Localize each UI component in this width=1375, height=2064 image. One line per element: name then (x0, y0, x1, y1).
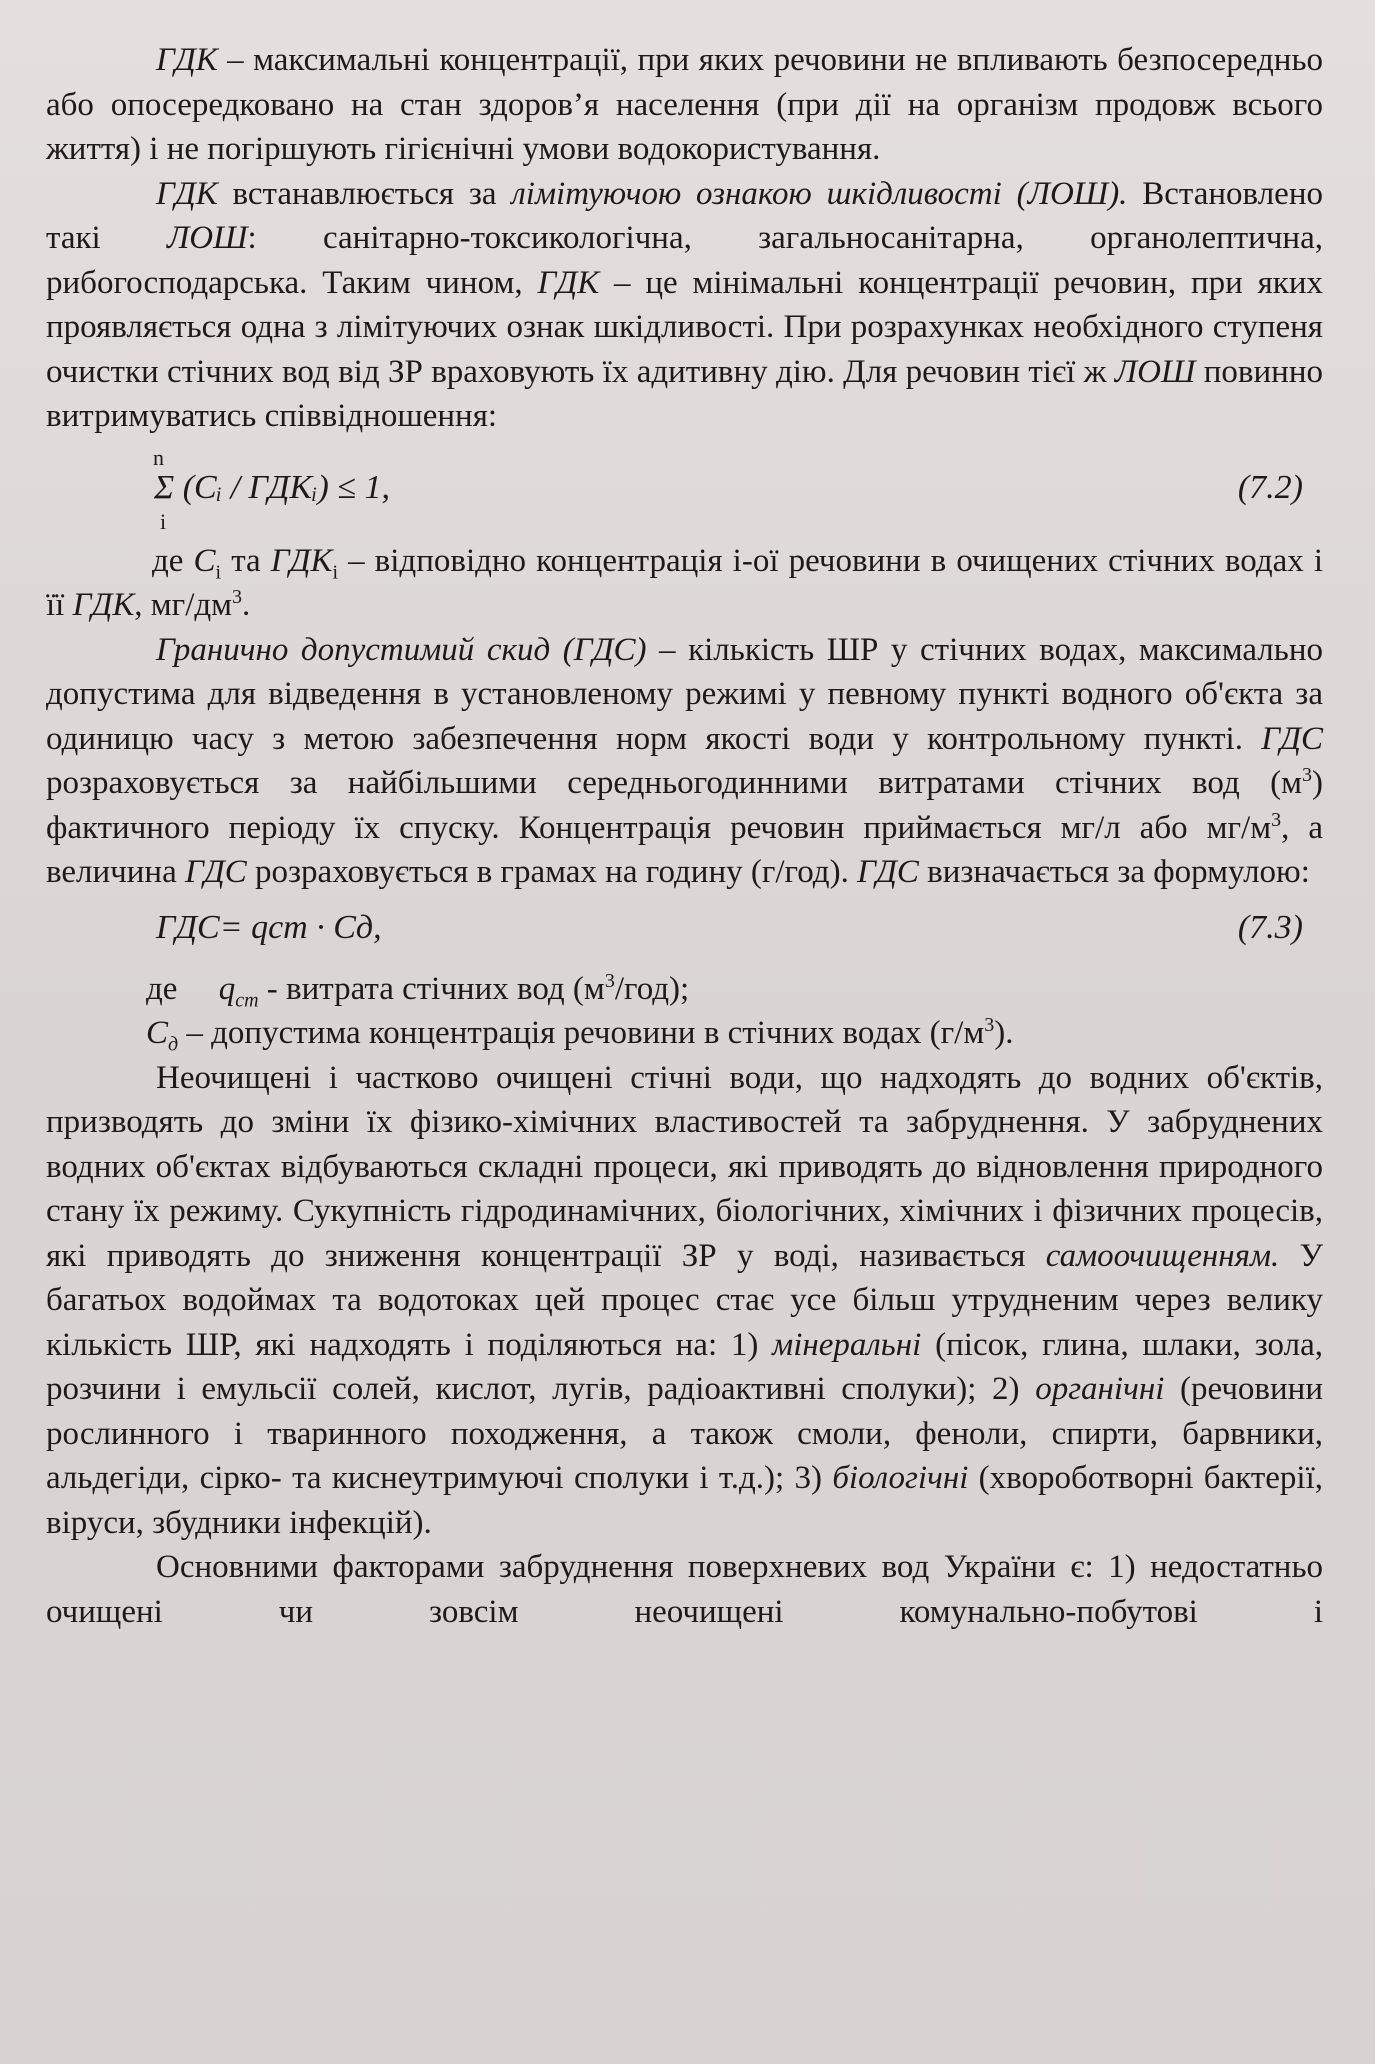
formula-variable-definitions (46, 967, 1323, 1056)
paragraph-gdk-definition: ГДК – максимальні концентрації, при яких речовини не впливають безпосередньо або опосередковано на стан здоров’я населення (при дії на організм продовж всього життя) і не погіршують гігієнічні умови водокористування. (46, 42, 1323, 167)
paragraph-self-purification: Неочищені і частково очищені стічні води, що надходять до водних об'єктів, призводять до зміни їх фізико-хімічних властивостей та забруднення. У забруднених водних об'єктах відбуваються складні процеси, які приводять до відновлення природного стану їх режиму. Сукупність гідродинамічних, біологічних, хімічних і фізичних процесів, які приводять до зниження концентрації ЗР у воді, називається самоочищенням. У багатьох водоймах та водотоках цей процес стає усе більш утрудненим через велику кількість ШР, які надходять і поділяються на: 1) мінеральні (пісок, глина, шлаки, зола, розчини і емульсії солей, кислот, лугів, радіоактивні сполуки); 2) органічні (речовини рослинного і тваринного походження, а також смоли, феноли, спирти, барвники, альдегіди, сірко- та киснеутримуючі сполуки і т.д.); 3) біологічні (хвороботворні бактерії, віруси, збудники інфекцій). (46, 1059, 1323, 1541)
paragraph-where-ci: де $C_i$ та $ГДК_i$ – відповідно концентрація і-ої речовини в очищених стічних водах і її ГДК, $мг/дм^3$. (46, 542, 1324, 623)
formula-number: (7.3) (1237, 908, 1303, 946)
paragraph-pollution-factors: Основними факторами забруднення поверхневих вод України є: 1) недостатньо очищені чи зовсім неочищені комунально-побутові і (46, 1549, 1323, 1630)
paragraph-losh: ГДК встанавлюється за лімітуючою ознакою шкідливості (ЛОШ). Встановлено такі ЛОШ: санітарно-токсикологічна, загальносанітарна, органолептична, рибогосподарська. Таким чином, ГДК – це мінімальні концентрації речовин, при яких проявляється одна з лімітуючих ознак шкідливості. При розрахунках необхідного ступеня очистки стічних вод від ЗР враховують їх адитивну дію. Для речовин тієї ж ЛОШ повинно витримуватись співвідношення: (46, 175, 1323, 434)
formula-7-2 (46, 439, 1323, 539)
sum-upper-limit: n (153, 444, 164, 470)
formula-expression: Σ (Cᵢ / ГДКᵢ) ≤ 1, (154, 468, 390, 506)
paragraph-gds: Гранично допустимий скид (ГДС) – кількість ШР у стічних водах, максимально допустима для відведення в установленому режимі у певному пункті водного об'єкта за одиницю часу з метою забезпечення норм якості води у контрольному пункті. ГДС розраховується за найбільшими середньогодинними витратами стічних вод $(м^3)$ фактичного періоду їх спуску. Концентрація речовин приймається мг/л або $мг/м^3$, а величина ГДС розраховується в грамах на годину (г/год). ГДС визначається за формулою: (46, 631, 1323, 890)
definition-qst: де $q_{ст}$ - витрата стічних вод $(м^3/год)$; (146, 969, 690, 1012)
formula-7-3 (46, 895, 1323, 967)
definition-cd: $C_д$ – допустима концентрація речовини в стічних водах $(г/м^3)$. (146, 1014, 1014, 1056)
formula-expression: ГДС= qст · Cд, (156, 908, 382, 946)
formula-number: (7.2) (1237, 468, 1303, 506)
sum-lower-limit: i (160, 508, 167, 534)
